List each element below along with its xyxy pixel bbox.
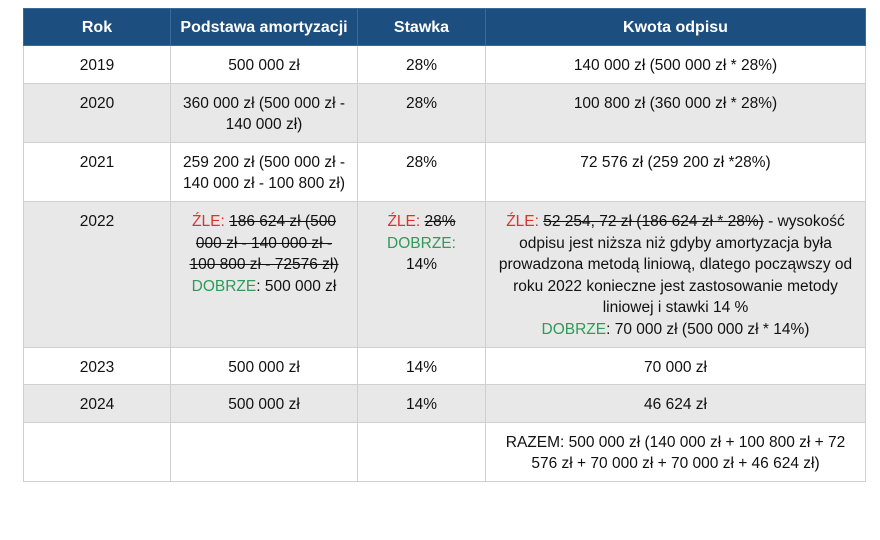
depreciation-table: [23, 8, 866, 482]
cell-year: 2019: [24, 46, 171, 84]
header-row: [24, 9, 866, 46]
header-amount: Kwota odpisu: [486, 9, 866, 46]
correct-value: 14%: [405, 256, 438, 274]
correct-label: DOBRZE:: [387, 234, 456, 252]
cell-amount-correction: [486, 201, 866, 347]
header-year: Rok: [24, 9, 171, 46]
cell-base: 360 000 zł (500 000 zł - 140 000 zł): [171, 83, 358, 142]
wrong-value: 28%: [424, 212, 456, 230]
cell-rate: 28%: [358, 46, 486, 84]
table-row: [24, 142, 866, 201]
table-row: [24, 46, 866, 84]
cell-year: 2024: [24, 385, 171, 423]
cell-base: [171, 422, 358, 481]
cell-base: 500 000 zł: [171, 385, 358, 423]
cell-base-correction: [171, 201, 358, 347]
header-base: Podstawa amortyzacji: [171, 9, 358, 46]
cell-year: 2023: [24, 347, 171, 385]
cell-total: RAZEM: 500 000 zł (140 000 zł + 100 800 zł + 72 576 zł + 70 000 zł + 70 000 zł + 46 624 zł): [486, 422, 866, 481]
cell-amount: 70 000 zł: [486, 347, 866, 385]
cell-rate: 28%: [358, 142, 486, 201]
header-rate: Stawka: [358, 9, 486, 46]
cell-base: 500 000 zł: [171, 347, 358, 385]
wrong-label: ŹLE:: [192, 212, 225, 230]
table-row: [24, 385, 866, 423]
cell-year: [24, 422, 171, 481]
table-row-total: [24, 422, 866, 481]
wrong-value: 186 624 zł (500 000 zł - 140 000 zł - 100 800 zł - 72576 zł): [189, 212, 339, 274]
wrong-label: ŹLE:: [387, 212, 421, 230]
cell-base: 500 000 zł: [171, 46, 358, 84]
cell-year: 2020: [24, 83, 171, 142]
cell-amount: 100 800 zł (360 000 zł * 28%): [486, 83, 866, 142]
correct-value: : 500 000 zł: [256, 277, 337, 295]
table-row: [24, 83, 866, 142]
cell-rate: 28%: [358, 83, 486, 142]
wrong-label: ŹLE:: [506, 212, 539, 230]
cell-amount: 72 576 zł (259 200 zł *28%): [486, 142, 866, 201]
cell-amount: 140 000 zł (500 000 zł * 28%): [486, 46, 866, 84]
cell-rate-correction: [358, 201, 486, 347]
correct-label: DOBRZE: [541, 320, 607, 338]
cell-rate: [358, 422, 486, 481]
cell-year: 2021: [24, 142, 171, 201]
explanation-note: - wysokość odpisu jest niższa niż gdyby amortyzacja była prowadzona metodą liniową, dlatego począwszy od roku 2022 konieczne jest zastosowanie metody liniowej i stawki 14 %: [498, 212, 853, 317]
correct-label: DOBRZE: [191, 277, 257, 295]
correct-value: : 70 000 zł (500 000 zł * 14%): [606, 320, 810, 338]
cell-rate: 14%: [358, 385, 486, 423]
cell-amount: 46 624 zł: [486, 385, 866, 423]
table-row-correction: [24, 201, 866, 347]
table-row: [24, 347, 866, 385]
cell-rate: 14%: [358, 347, 486, 385]
wrong-value: 52 254, 72 zł (186 624 zł * 28%): [543, 212, 764, 230]
cell-base: 259 200 zł (500 000 zł - 140 000 zł - 100 800 zł): [171, 142, 358, 201]
cell-year: 2022: [24, 201, 171, 347]
